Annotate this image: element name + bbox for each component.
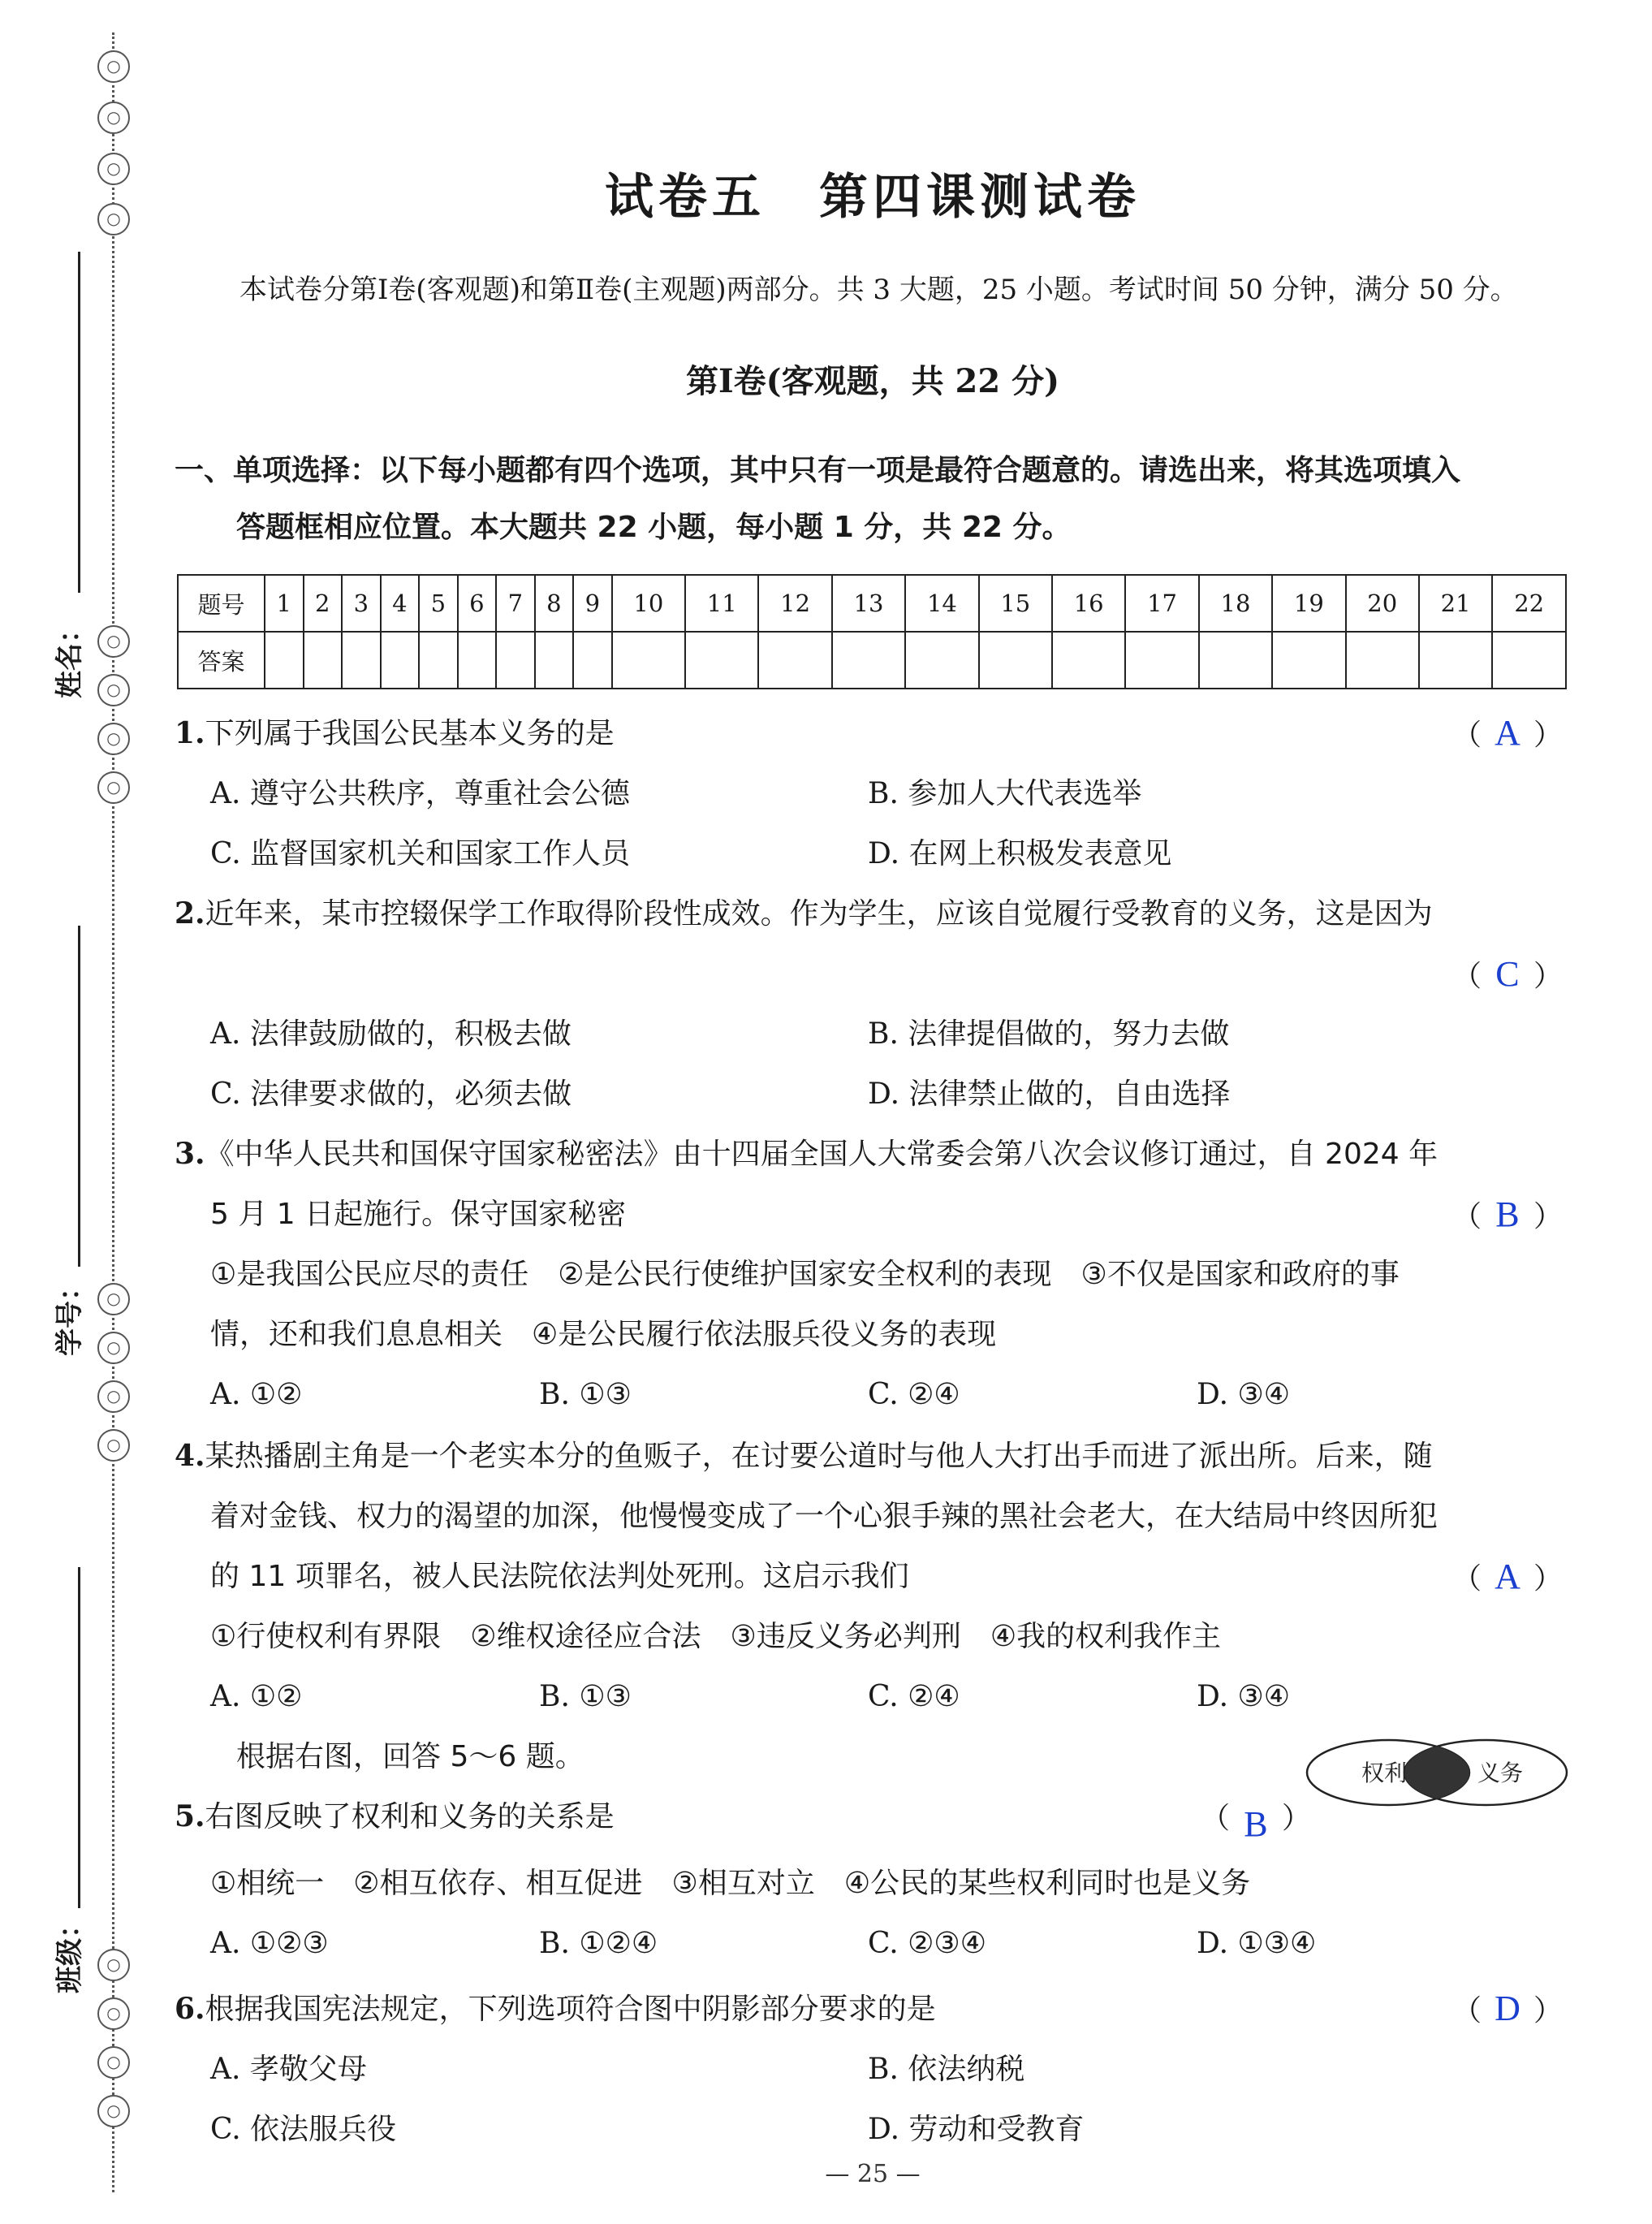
- answer-box[interactable]: [265, 632, 304, 689]
- answer-parenthesis: （ D ）: [1452, 1979, 1563, 2041]
- answer-table-header: 题号: [178, 575, 265, 632]
- option-b[interactable]: B. ①③: [539, 1378, 632, 1411]
- answer-table-number: 6: [458, 575, 497, 632]
- answer-box[interactable]: [496, 632, 535, 689]
- answer-table-number: 12: [758, 575, 831, 632]
- page-number: — 25 —: [825, 2160, 921, 2188]
- answer-table-number: 5: [419, 575, 458, 632]
- answer-box[interactable]: [612, 632, 685, 689]
- question-number: 4.: [175, 1439, 205, 1473]
- student-id-blank-line[interactable]: [78, 926, 80, 1267]
- venn-label-duties: 义务: [1477, 1760, 1524, 1786]
- answer-table-number: 2: [304, 575, 343, 632]
- option-d[interactable]: D. 在网上积极发表意见: [868, 837, 1172, 870]
- answer-box[interactable]: [905, 632, 978, 689]
- answer-table-number: 18: [1199, 575, 1272, 632]
- seal-mark: ○: [97, 1283, 130, 1315]
- seal-mark: ○: [97, 1332, 130, 1364]
- option-b[interactable]: B. 法律提倡做的，努力去做: [868, 1017, 1230, 1051]
- page-title: 试卷五 第四课测试卷: [605, 169, 1141, 226]
- question-stem: 根据我国宪法规定，下列选项符合图中阴影部分要求的是: [205, 1993, 936, 2026]
- question-3: [175, 1124, 1571, 1425]
- option-d[interactable]: D. ③④: [1197, 1680, 1291, 1713]
- seal-mark: ○: [97, 2046, 130, 2079]
- instruction-line: 答题框相应位置。本大题共 22 小题，每小题 1 分，共 22 分。: [236, 511, 1072, 544]
- question-stem: 着对金钱、权力的渴望的加深，他慢慢变成了一个心狠手辣的黑社会老大，在大结局中终因所犯: [210, 1500, 1438, 1533]
- class-label: 班级：: [54, 1911, 86, 1993]
- seal-mark: ○: [97, 203, 130, 235]
- seal-mark: ○: [97, 723, 130, 755]
- answer-box[interactable]: [342, 632, 381, 689]
- question-number: 5.: [175, 1799, 205, 1833]
- question-stem: 《中华人民共和国保守国家秘密法》由十四届全国人大常委会第八次会议修订通过，自 2024 年: [205, 1138, 1438, 1171]
- question-6: [175, 1979, 1571, 2160]
- figure-intro-text: 根据右图，回答 5～6 题。: [236, 1740, 584, 1773]
- question-number: 2.: [175, 896, 205, 931]
- option-d[interactable]: D. ③④: [1197, 1378, 1291, 1411]
- option-b[interactable]: B. ①②④: [539, 1927, 658, 1960]
- question-number: 3.: [175, 1137, 205, 1171]
- answer-table-number: 10: [612, 575, 685, 632]
- option-d[interactable]: D. 法律禁止做的，自由选择: [868, 1077, 1231, 1111]
- seal-mark: ○: [97, 1949, 130, 1981]
- seal-mark: ○: [97, 153, 130, 185]
- seal-mark: ○: [97, 2095, 130, 2127]
- statement-items: ①相统一 ②相互依存、相互促进 ③相互对立 ④公民的某些权利同时也是义务: [210, 1867, 1251, 1900]
- answer-box[interactable]: [1419, 632, 1492, 689]
- answer-box[interactable]: [1199, 632, 1272, 689]
- answer-box[interactable]: [1492, 632, 1566, 689]
- answer-box[interactable]: [381, 632, 420, 689]
- question-number: 6.: [175, 1992, 205, 2026]
- answer-table-header: 答案: [178, 632, 265, 689]
- option-c[interactable]: C. 依法服兵役: [210, 2113, 397, 2146]
- answer-table-number: 3: [342, 575, 381, 632]
- answer-table-number: 15: [979, 575, 1052, 632]
- seal-mark: ○: [97, 1429, 130, 1462]
- answer-parenthesis: （ C ）: [1452, 944, 1563, 1007]
- answer-parenthesis: （ A ）: [1452, 1547, 1563, 1609]
- seal-mark: ○: [97, 674, 130, 706]
- option-d[interactable]: D. 劳动和受教育: [868, 2113, 1085, 2146]
- answer-box[interactable]: [458, 632, 497, 689]
- seal-mark: ○: [97, 1997, 130, 2030]
- option-a[interactable]: A. 遵守公共秩序，尊重社会公德: [210, 777, 630, 810]
- answer-box[interactable]: [573, 632, 612, 689]
- filled-answer: C: [1495, 954, 1520, 994]
- option-c[interactable]: C. ②③④: [868, 1927, 986, 1960]
- answer-table-number: 4: [381, 575, 420, 632]
- name-label: 姓名：: [54, 615, 86, 698]
- answer-table-number: 19: [1272, 575, 1345, 632]
- answer-table-number: 7: [496, 575, 535, 632]
- answer-table: [177, 574, 1567, 689]
- question-stem: 某热播剧主角是一个老实本分的鱼贩子，在讨要公道时与他人大打出手而进了派出所。后来，随: [205, 1440, 1433, 1473]
- option-b[interactable]: B. 依法纳税: [868, 2053, 1025, 2086]
- answer-box[interactable]: [419, 632, 458, 689]
- answer-table-answer-row: [178, 632, 1566, 689]
- question-1: [175, 703, 1571, 884]
- option-a[interactable]: A. 孝敬父母: [210, 2053, 367, 2086]
- option-a[interactable]: A. ①②: [210, 1680, 303, 1713]
- answer-box[interactable]: [979, 632, 1052, 689]
- option-d[interactable]: D. ①③④: [1197, 1927, 1317, 1960]
- answer-table-number: 11: [685, 575, 758, 632]
- answer-table-number: 16: [1052, 575, 1125, 632]
- filled-answer: D: [1495, 1989, 1520, 2028]
- answer-table-number: 8: [535, 575, 574, 632]
- venn-label-rights: 权利: [1361, 1760, 1408, 1786]
- answer-table-number: 13: [832, 575, 905, 632]
- statement-items: 情，还和我们息息相关 ④是公民履行依法服兵役义务的表现: [210, 1318, 997, 1351]
- answer-box[interactable]: [685, 632, 758, 689]
- seal-mark: ○: [97, 625, 130, 658]
- option-c[interactable]: C. ②④: [868, 1378, 960, 1411]
- option-b[interactable]: B. 参加人大代表选举: [868, 777, 1142, 810]
- question-stem: 5 月 1 日起施行。保守国家秘密: [210, 1198, 627, 1231]
- question-5: [175, 1786, 1571, 1974]
- option-c[interactable]: C. 法律要求做的，必须去做: [210, 1077, 572, 1111]
- answer-table-number: 20: [1346, 575, 1419, 632]
- question-2: [175, 883, 1571, 1125]
- answer-table-number: 21: [1419, 575, 1492, 632]
- answer-box[interactable]: [1272, 632, 1345, 689]
- question-stem: 的 11 项罪名，被人民法院依法判处死刑。这启示我们: [210, 1560, 909, 1593]
- name-blank-line[interactable]: [78, 252, 80, 593]
- option-a[interactable]: A. ①②: [210, 1378, 303, 1411]
- answer-parenthesis: （ B ）: [1452, 1185, 1563, 1247]
- answer-box[interactable]: [535, 632, 574, 689]
- answer-table-number: 17: [1125, 575, 1198, 632]
- seal-mark: ○: [97, 101, 130, 134]
- answer-box[interactable]: [758, 632, 831, 689]
- answer-table-number-row: [178, 575, 1566, 632]
- question-number: 1.: [175, 716, 205, 750]
- answer-box[interactable]: [1125, 632, 1198, 689]
- answer-table-number: 14: [905, 575, 978, 632]
- answer-box[interactable]: [1052, 632, 1125, 689]
- option-c[interactable]: C. ②④: [868, 1680, 960, 1713]
- answer-parenthesis: （ B ）: [1201, 1786, 1311, 1849]
- seal-mark: ○: [97, 50, 130, 83]
- section-title: 第Ⅰ卷(客观题，共 22 分): [685, 362, 1060, 400]
- answer-table-number: 22: [1492, 575, 1566, 632]
- option-b[interactable]: B. ①③: [539, 1680, 632, 1713]
- answer-parenthesis: （ A ）: [1452, 703, 1563, 766]
- option-c[interactable]: C. 监督国家机关和国家工作人员: [210, 837, 631, 870]
- filled-answer: A: [1495, 1557, 1520, 1596]
- instruction-line: 一、单项选择：以下每小题都有四个选项，其中只有一项是最符合题意的。请选出来，将其选项填入: [175, 454, 1461, 487]
- statement-items: ①是我国公民应尽的责任 ②是公民行使维护国家安全权利的表现 ③不仅是国家和政府的事: [210, 1258, 1400, 1291]
- statement-items: ①行使权利有界限 ②维权途径应合法 ③违反义务必判刑 ④我的权利我作主: [210, 1620, 1222, 1653]
- filled-answer: B: [1495, 1194, 1520, 1234]
- section-instruction: [175, 443, 1571, 556]
- answer-table-number: 9: [573, 575, 612, 632]
- answer-box[interactable]: [1346, 632, 1419, 689]
- answer-box[interactable]: [832, 632, 905, 689]
- binding-dotted-line: [112, 32, 114, 2192]
- filled-answer: B: [1244, 1804, 1268, 1844]
- question-4: [175, 1426, 1571, 1727]
- option-a[interactable]: A. 法律鼓励做的，积极去做: [210, 1017, 572, 1051]
- seal-mark: ○: [97, 1380, 130, 1413]
- exam-intro: 本试卷分第Ⅰ卷(客观题)和第Ⅱ卷(主观题)两部分。共 3 大题，25 小题。考试时间 50 分钟，满分 50 分。: [239, 274, 1518, 306]
- binding-strip: [0, 0, 162, 2224]
- question-stem: 近年来，某市控辍保学工作取得阶段性成效。作为学生，应该自觉履行受教育的义务，这是因为: [205, 897, 1433, 931]
- question-stem: 下列属于我国公民基本义务的是: [205, 717, 615, 750]
- option-a[interactable]: A. ①②③: [210, 1927, 329, 1960]
- answer-table-number: 1: [265, 575, 304, 632]
- student-id-label: 学号：: [54, 1273, 86, 1356]
- class-blank-line[interactable]: [78, 1567, 80, 1908]
- seal-mark: ○: [97, 771, 130, 804]
- answer-box[interactable]: [304, 632, 343, 689]
- question-stem: 右图反映了权利和义务的关系是: [205, 1800, 615, 1833]
- filled-answer: A: [1495, 713, 1520, 753]
